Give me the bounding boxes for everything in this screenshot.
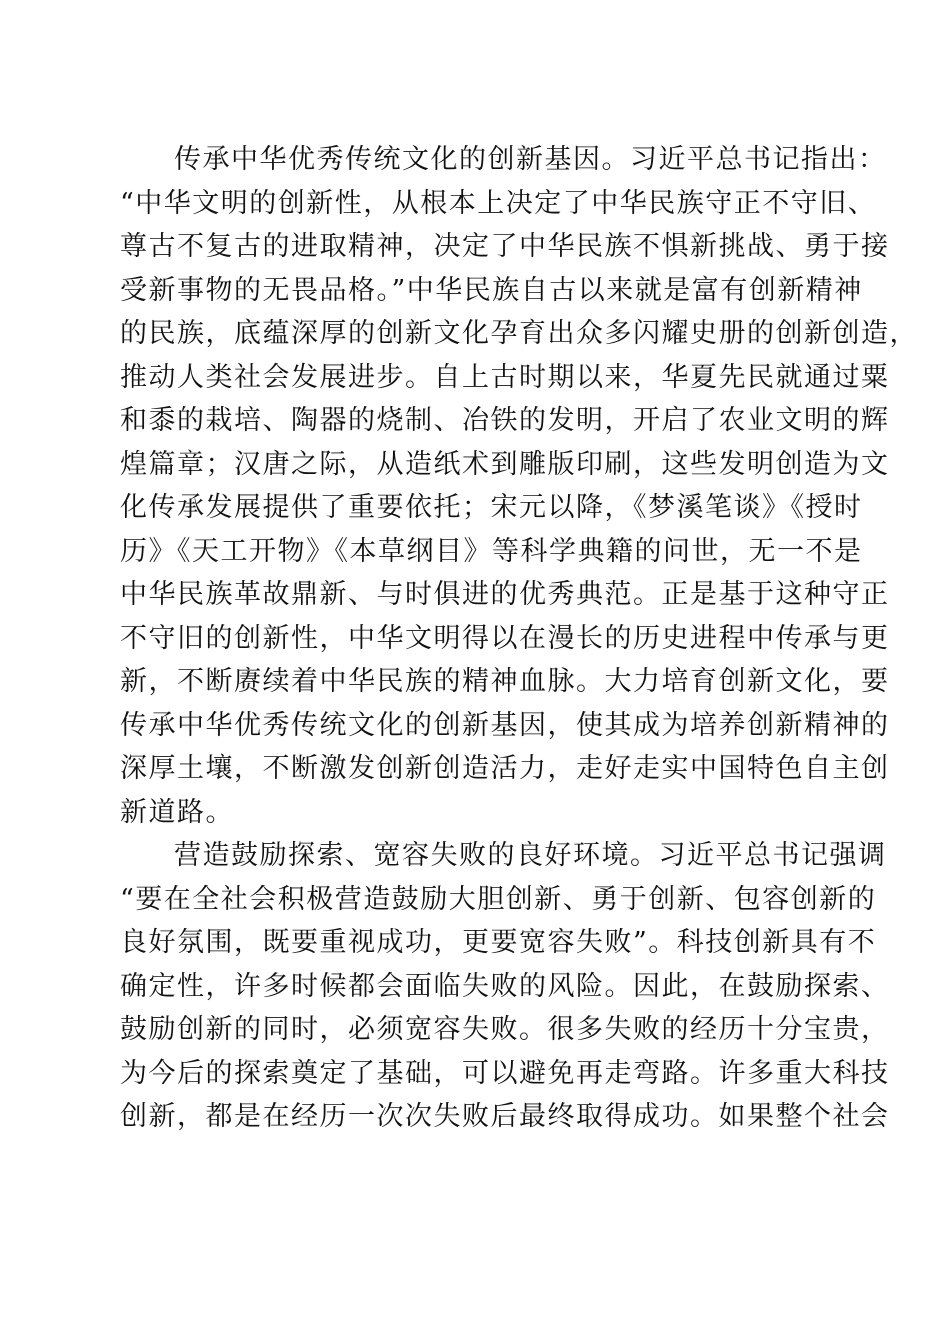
text-line: 化传承发展提供了重要依托；宋元以降，《梦溪笔谈》《授时 xyxy=(120,492,863,523)
text-line: 鼓励创新的同时，必须宽容失败。很多失败的经历十分宝贵， xyxy=(120,1014,890,1045)
text-line: 创新，都是在经历一次次失败后最终取得成功。如果整个社会 xyxy=(120,1101,890,1132)
text-line: 传承中华优秀传统文化的创新基因。习近平总书记指出： xyxy=(174,144,887,175)
text-line: 新道路。 xyxy=(120,796,234,828)
text-line: 不守旧的创新性，中华文明得以在漫长的历史进程中传承与更 xyxy=(120,622,890,654)
text-line: 深厚土壤，不断激发创新创造活力，走好走实中国特色自主创 xyxy=(120,753,890,784)
text-line: “中华文明的创新性，从根本上决定了中华民族守正不守旧、 xyxy=(120,187,877,219)
text-line: 新，不断赓续着中华民族的精神血脉。大力培育创新文化，要 xyxy=(120,666,890,697)
text-line: 的民族，底蕴深厚的创新文化孕育出众多闪耀史册的创新创造， xyxy=(120,318,918,349)
text-line: 传承中华优秀传统文化的创新基因，使其成为培养创新精神的 xyxy=(120,709,890,741)
paragraph-2 xyxy=(120,834,890,1139)
text-line: 历》《天工开物》《本草纲目》等科学典籍的问世，无一不是 xyxy=(120,535,863,567)
text-line: 为今后的探索奠定了基础，可以避免再走弯路。许多重大科技 xyxy=(120,1057,890,1089)
text-line: 良好氛围，既要重视成功，更要宽容失败”。科技创新具有不 xyxy=(120,927,877,958)
text-line: 营造鼓励探索、宽容失败的良好环境。习近平总书记强调 xyxy=(174,840,887,871)
text-line: 中华民族革故鼎新、与时俱进的优秀典范。正是基于这种守正 xyxy=(120,579,890,610)
text-line: 推动人类社会发展进步。自上古时期以来，华夏先民就通过粟 xyxy=(120,361,890,393)
text-line: 和黍的栽培、陶器的烧制、冶铁的发明，开启了农业文明的辉 xyxy=(120,405,890,436)
paragraph-1 xyxy=(120,138,918,834)
text-line: “要在全社会积极营造鼓励大胆创新、勇于创新、包容创新的 xyxy=(120,883,877,915)
article-body xyxy=(120,138,918,1139)
text-line: 受新事物的无畏品格。”中华民族自古以来就是富有创新精神 xyxy=(120,274,863,306)
text-line: 尊古不复古的进取精神，决定了中华民族不惧新挑战、勇于接 xyxy=(120,231,890,262)
text-line: 确定性，许多时候都会面临失败的风险。因此，在鼓励探索、 xyxy=(120,970,890,1002)
text-line: 煌篇章；汉唐之际，从造纸术到雕版印刷，这些发明创造为文 xyxy=(120,448,890,480)
